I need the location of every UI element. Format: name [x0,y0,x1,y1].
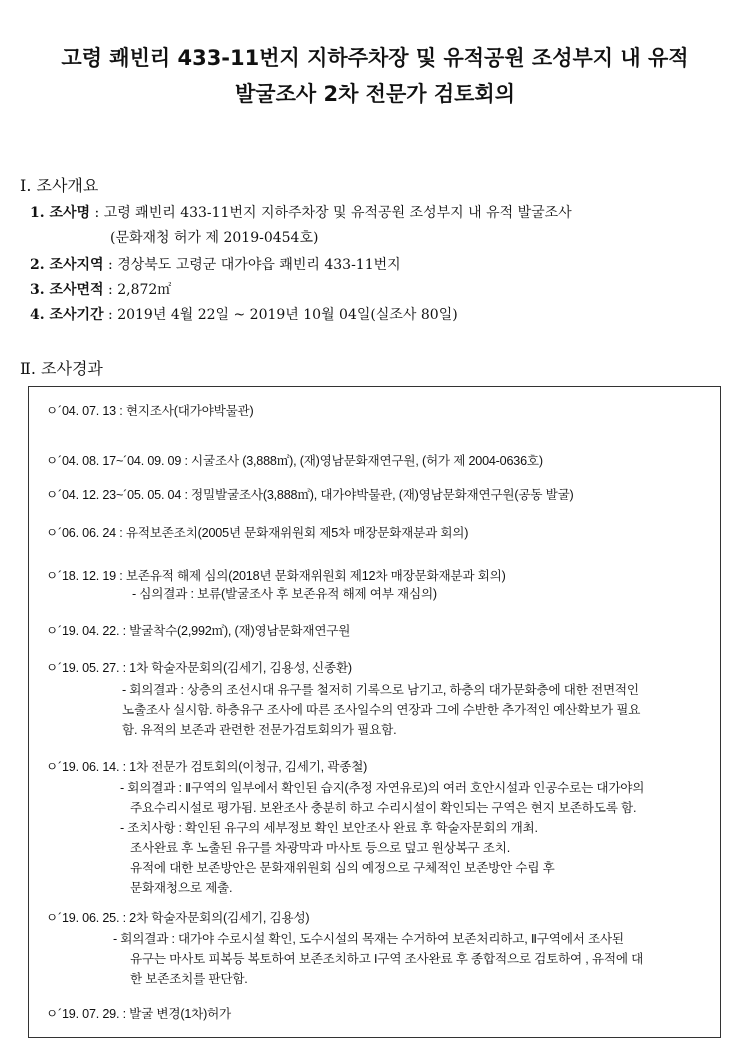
progress-entry: ㅇ´04. 08. 17~´04. 09. 09 : 시굴조사 (3,888㎡), (재)영남문화재연구원, (허가 제 2004-0636호) [46,454,543,468]
progress-entry-detail: - 회의결과 : 상층의 조선시대 유구를 철저히 기록으로 남기고, 하층의 대가문화층에 대한 전면적인 [122,683,639,697]
document-title-line-1: 고령 쾌빈리 433-11번지 지하주차장 및 유적공원 조성부지 내 유적 [61,46,689,70]
progress-entry-detail: - 조치사항 : 확인된 유구의 세부정보 확인 보안조사 완료 후 학술자문회의 개최. [120,821,538,835]
progress-entry-detail: 노출조사 실시함. 하층유구 조사에 따른 조사일수의 연장과 그에 수반한 추가적인 예산확보가 필요 [122,703,641,717]
overview-key: 4. 조사기간 [30,307,104,323]
progress-entry: ㅇ´06. 06. 24 : 유적보존조치(2005년 문화재위원회 제5차 매장문화재분과 회의) [46,526,469,540]
progress-entry-detail: - 회의결과 : 대가야 수로시설 확인, 도수시설의 목재는 수거하여 보존처리하고, Ⅱ구역에서 조사된 [113,932,624,946]
progress-entry: ㅇ´04. 12. 23~´05. 05. 04 : 정밀발굴조사(3,888㎡), 대가야박물관, (재)영남문화재연구원(공동 발굴) [46,488,574,502]
overview-item-name-continued: (문화재청 허가 제 2019-0454호) [110,230,319,246]
progress-entry-detail: 유구는 마사토 피복등 복토하여 보존조치하고 Ⅰ구역 조사완료 후 종합적으로 검토하여 , 유적에 대 [130,952,644,966]
progress-entry: ㅇ´19. 06. 25. : 2차 학술자문회의(김세기, 김용성) [46,911,310,925]
overview-key: 3. 조사면적 [30,282,104,298]
progress-entry-detail: 한 보존조치를 판단함. [130,972,248,986]
progress-entry-detail: 조사완료 후 노출된 유구를 차광막과 마사토 등으로 덮고 원상복구 조치. [130,841,510,855]
overview-value: : 고령 쾌빈리 433-11번지 지하주차장 및 유적공원 조성부지 내 유적 발굴조사 [90,205,572,221]
overview-value: : 경상북도 고령군 대가야읍 쾌빈리 433-11번지 [103,257,401,273]
overview-item-period [30,305,458,325]
overview-item-name [30,203,572,223]
section-heading-progress: Ⅱ. 조사경과 [20,359,103,378]
section-heading-overview: Ⅰ. 조사개요 [20,176,99,195]
progress-entry: ㅇ´19. 06. 14. : 1차 전문가 검토회의(이청규, 김세기, 곽종철) [46,760,368,774]
progress-entry-detail: - 회의결과 : Ⅱ구역의 일부에서 확인된 습지(추정 자연유로)의 여러 호안시설과 인공수로는 대가야의 [120,781,645,795]
progress-entry-detail: - 심의결과 : 보류(발굴조사 후 보존유적 해제 여부 재심의) [132,587,437,601]
progress-entry-detail: 문화재청으로 제출. [130,881,233,895]
overview-value: : 2019년 4월 22일 ~ 2019년 10월 04일(실조사 80일) [103,307,458,323]
overview-value: : 2,872㎡ [103,282,172,298]
progress-entry: ㅇ´19. 07. 29. : 발굴 변경(1차)허가 [46,1007,232,1021]
progress-entry: ㅇ´19. 05. 27. : 1차 학술자문회의(김세기, 김용성, 신종환) [46,661,352,675]
progress-entry-detail: 주요수리시설로 평가됨. 보완조사 충분히 하고 수리시설이 확인되는 구역은 현지 보존하도록 함. [130,801,637,815]
overview-key: 2. 조사지역 [30,257,104,273]
progress-entry: ㅇ´18. 12. 19 : 보존유적 해제 심의(2018년 문화재위원회 제12차 매장문화재분과 회의) [46,569,506,583]
overview-item-size [30,280,171,300]
overview-key: 1. 조사명 [30,205,91,221]
progress-entry: ㅇ´04. 07. 13 : 현지조사(대가야박물관) [46,404,254,418]
overview-item-area [30,255,401,275]
document-title-line-2: 발굴조사 2차 전문가 검토회의 [235,82,515,106]
progress-entry-detail: 유적에 대한 보존방안은 문화재위원회 심의 예정으로 구체적인 보존방안 수립 후 [130,861,555,875]
progress-entry: ㅇ´19. 04. 22. : 발굴착수(2,992㎡), (재)영남문화재연구원 [46,624,351,638]
progress-entry-detail: 함. 유적의 보존과 관련한 전문가검토회의가 필요함. [122,723,397,737]
